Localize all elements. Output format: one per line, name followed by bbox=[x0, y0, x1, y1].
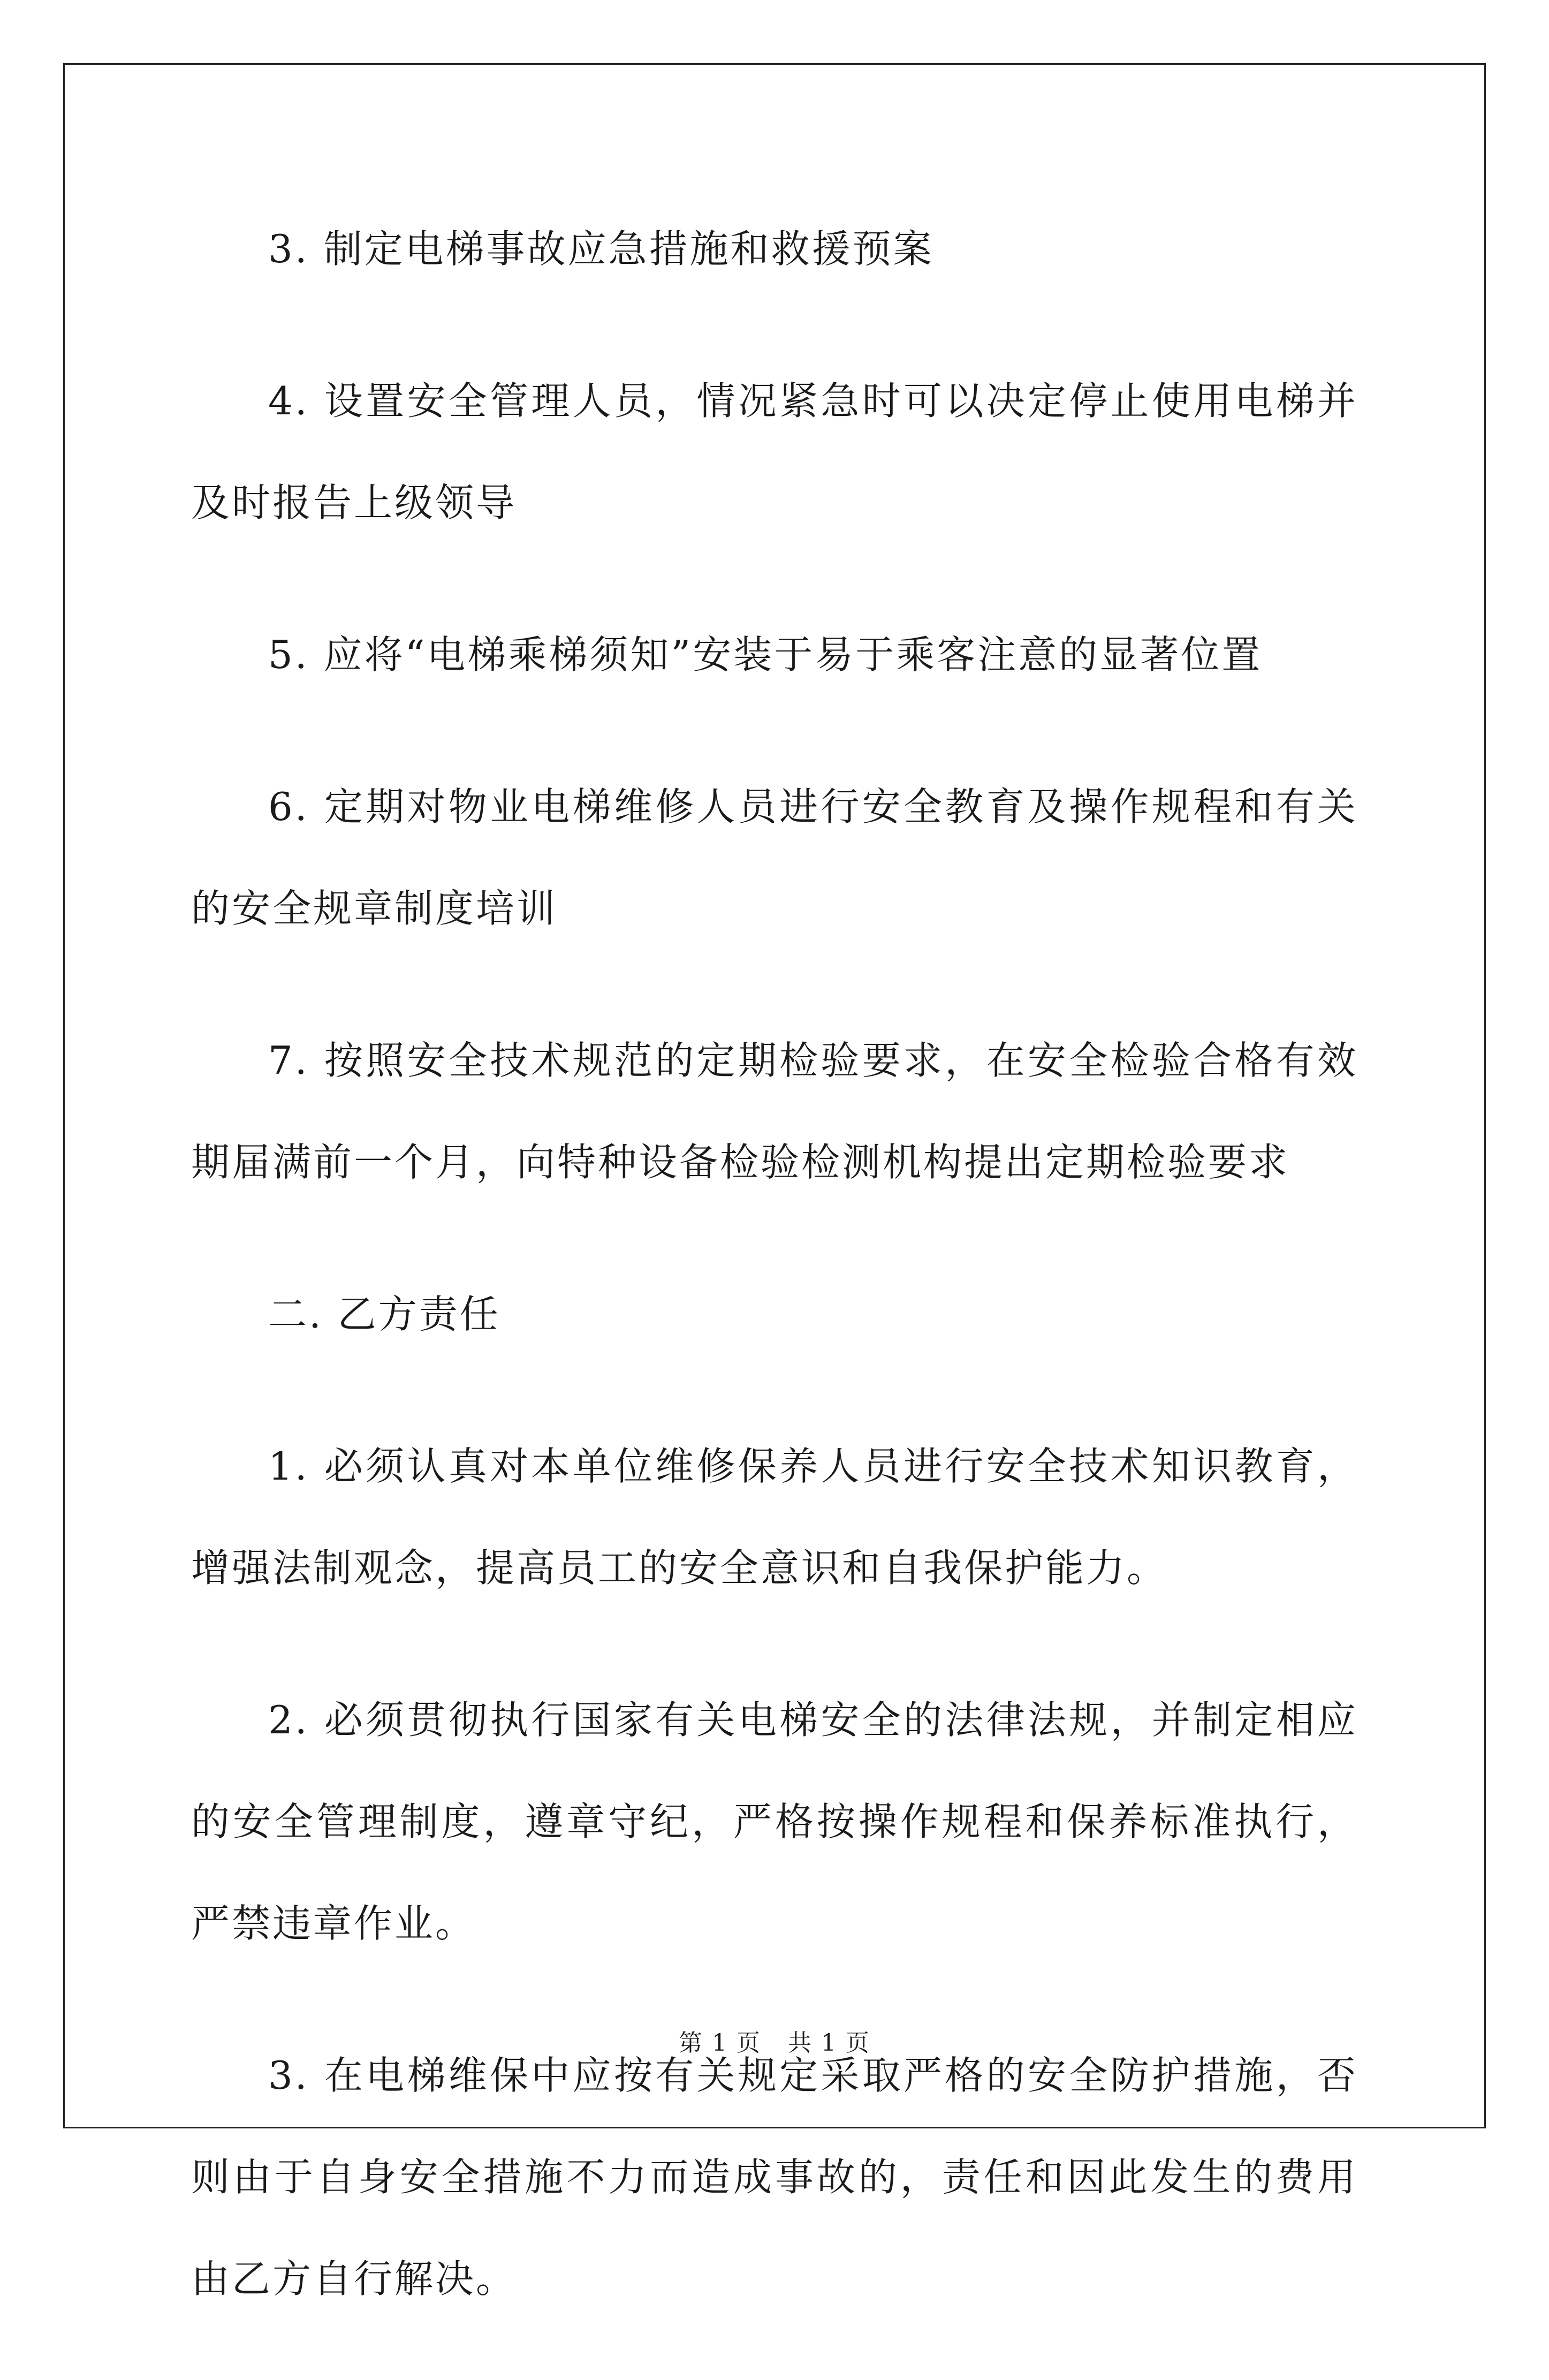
paragraph-party-b-item-3: 3. 在电梯维保中应按有关规定采取严格的安全防护措施，否则由于自身安全措施不力而造成事故的，责任和因此发生的费用由乙方自行解决。 bbox=[191, 2053, 1358, 2301]
page-number: 第 1 页 bbox=[679, 2029, 761, 2057]
page-total: 共 1 页 bbox=[788, 2029, 870, 2057]
section-heading-party-b: 二. 乙方责任 bbox=[268, 1292, 500, 1337]
paragraph-item-3: 3. 制定电梯事故应急措施和救援预案 bbox=[268, 226, 934, 271]
page-footer bbox=[0, 2023, 1549, 2058]
paragraph-item-6: 6. 定期对物业电梯维修人员进行安全教育及操作规程和有关的安全规章制度培训 bbox=[191, 784, 1358, 931]
paragraph-party-b-item-1: 1. 必须认真对本单位维修保养人员进行安全技术知识教育，增强法制观念，提高员工的安全意识和自我保护能力。 bbox=[191, 1444, 1358, 1590]
paragraph-item-7: 7. 按照安全技术规范的定期检验要求，在安全检验合格有效期届满前一个月，向特种设备检验检测机构提出定期检验要求 bbox=[191, 1038, 1358, 1185]
paragraph-item-4: 4. 设置安全管理人员，情况紧急时可以决定停止使用电梯并及时报告上级领导 bbox=[191, 378, 1358, 525]
paragraph-item-5: 5. 应将“电梯乘梯须知”安装于易于乘客注意的显著位置 bbox=[268, 632, 1263, 677]
paragraph-party-b-item-2: 2. 必须贯彻执行国家有关电梯安全的法律法规，并制定相应的安全管理制度，遵章守纪，严格按操作规程和保养标准执行，严禁违章作业。 bbox=[191, 1697, 1358, 1946]
